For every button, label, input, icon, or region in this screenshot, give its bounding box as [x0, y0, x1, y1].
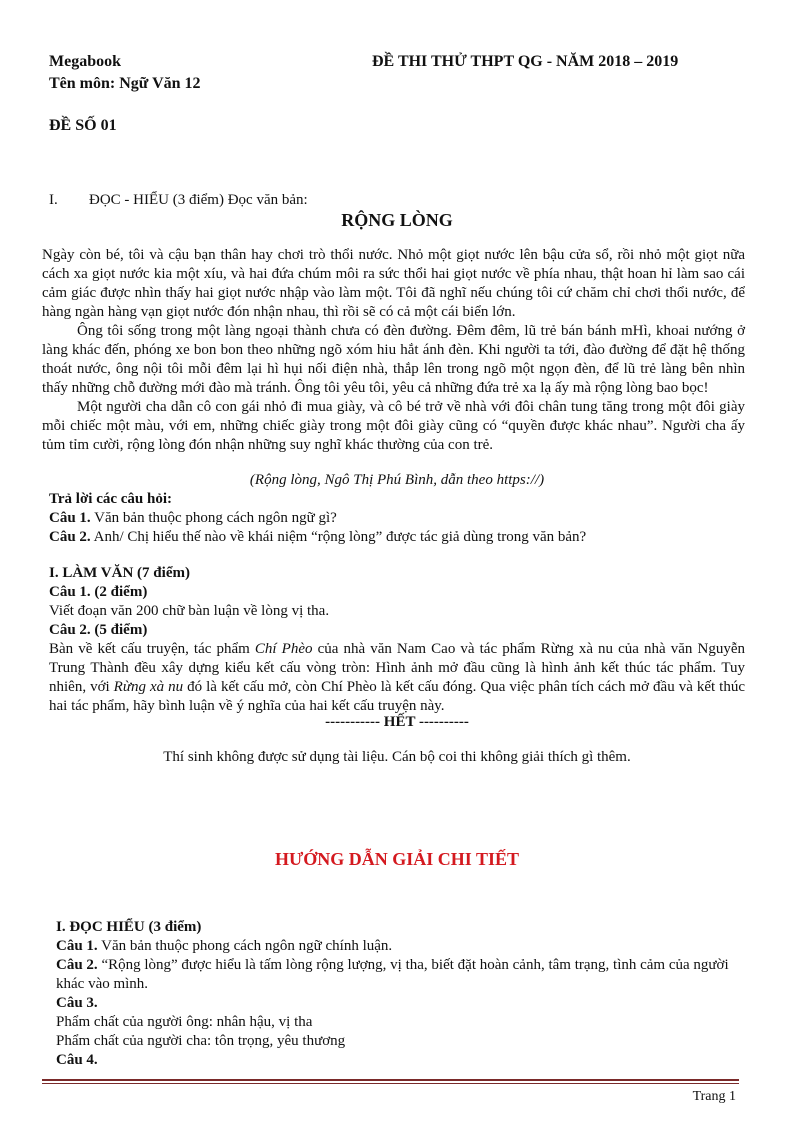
exam-title: ĐỀ THI THỬ THPT QG - NĂM 2018 – 2019 [372, 53, 679, 70]
guide-section-title: I. ĐỌC HIỂU (3 điểm) [56, 919, 202, 935]
answer-2-text: “Rộng lòng” được hiểu là tấm lòng rộng lượng, vị tha, biết đặt hoàn cảnh, tâm trạng, tình cảm của người khác vào mình. [56, 957, 729, 992]
question-2-label: Câu 2. [49, 529, 91, 545]
footer-rule-thin [42, 1083, 739, 1084]
writing-q2-part-b: của nhà văn Nam Cao và tác phẩm Rừng xà nu của nhà văn Nguyễn Trung Thành đều xây dựng kiểu kết cấu vòng tròn: Hình ảnh mở đầu cũng là hình ảnh kết thúc tác phẩm. Tuy nhiên, với [49, 641, 745, 695]
exam-notice: Thí sinh không được sử dụng tài liệu. Cán bộ coi thi không giải thích gì thêm. [163, 749, 631, 765]
work-title-chi-pheo: Chí Phèo [254, 641, 313, 657]
text-title: RỘNG LÒNG [341, 210, 453, 230]
writing-q2-part-c: đó là kết cấu mở, còn Chí Phèo là kết cấu đóng. Qua việc phân tích cách mở đầu và kết thúc hai tác phẩm, hãy bình luận về ý nghĩa của hai kết cấu truyện này. [49, 679, 745, 714]
passage-paragraph-2: Ông tôi sống trong một làng ngoại thành chưa có đèn đường. Đêm đêm, lũ trẻ bán bánh mHì, khoai nướng ở làng khác đến, phóng xe bon bon theo những ngõ xóm hiu hắt ánh đèn. Khi người ta tới, đào đường để đặt hệ thống thoát nước, ông nội tôi mỗi đêm lại hì hụi nối điện nhà, thắp lên trong ngõ một ngọn đèn, để lũ trẻ làng bên nhìn thấy những chỗ đường mới đào mà tránh. Ông tôi yêu tôi, yêu cả những đứa trẻ xa lạ ấy mà rộng lòng bao bọc! [42, 323, 745, 396]
writing-section [49, 564, 749, 716]
passage-citation: (Rộng lòng, Ngô Thị Phú Bình, dẫn theo https://) [249, 472, 545, 488]
answer-3-line-2: Phẩm chất của người cha: tôn trọng, yêu thương [56, 1033, 346, 1049]
writing-q2-text [49, 640, 745, 716]
publisher-name: Megabook [49, 53, 121, 70]
footer-rule-thick [42, 1079, 739, 1081]
guide-title: HƯỚNG DẪN GIẢI CHI TIẾT [274, 849, 520, 869]
end-marker: ----------- HẾT ---------- [325, 714, 469, 730]
writing-q2-part-a: Bàn về kết cấu truyện, tác phẩm [49, 641, 255, 657]
writing-q2-label: Câu 2. (5 điểm) [49, 622, 148, 638]
answer-1 [56, 937, 746, 956]
writing-section-title: I. LÀM VĂN (7 điểm) [49, 565, 190, 581]
reading-passage [42, 246, 745, 455]
page-number: Trang 1 [692, 1089, 736, 1104]
answer-1-text: Văn bản thuộc phong cách ngôn ngữ chính luận. [97, 938, 393, 954]
reading-section-number: I. [49, 192, 58, 208]
answer-4-label: Câu 4. [56, 1052, 98, 1068]
question-2 [49, 528, 749, 547]
question-2-text: Anh/ Chị hiểu thế nào về khái niệm “rộng lòng” được tác giả dùng trong văn bản? [90, 529, 587, 545]
answer-prompt: Trả lời các câu hỏi: [49, 491, 173, 507]
answer-2-label: Câu 2. [56, 957, 98, 973]
subject-line: Tên môn: Ngữ Văn 12 [49, 75, 201, 92]
answer-3-line-1: Phẩm chất của người ông: nhân hậu, vị tha [56, 1014, 313, 1030]
passage-paragraph-3: Một người cha dẫn cô con gái nhỏ đi mua giày, và cô bé trở về nhà với đôi chân tung tăng trong một đôi giày mỗi chiếc một màu, với em, những chiếc giày trong một đôi giày cũng có “quyền được khác nhau”. Người cha ấy tủm tỉm cười, rộng lòng đón nhận những suy nghĩ khác thường của con trẻ. [42, 399, 745, 453]
reading-section-title: ĐỌC - HIỂU (3 điểm) Đọc văn bản: [89, 192, 308, 208]
guide-content [56, 918, 746, 1070]
writing-q1-text: Viết đoạn văn 200 chữ bàn luận về lòng vị tha. [49, 603, 330, 619]
work-title-rung-xa-nu: Rừng xà nu [113, 679, 184, 695]
reading-questions [49, 490, 749, 547]
answer-2 [56, 956, 746, 994]
exam-number: ĐỀ SỐ 01 [49, 117, 117, 134]
question-1 [49, 509, 749, 528]
writing-q1-label: Câu 1. (2 điểm) [49, 584, 148, 600]
question-1-label: Câu 1. [49, 510, 91, 526]
passage-paragraph-1: Ngày còn bé, tôi và cậu bạn thân hay chơi trò thổi nước. Nhỏ một giọt nước lên bậu cửa sổ, rồi nhỏ một giọt nữa cách xa giọt nước kia một xíu, và hai đứa chúm môi ra sức thổi hai giọt nước về phía nhau, thật hoan hỉ làm sao cái cảm giác được nhìn thấy hai giọt nước nhập vào làm một. Tôi đã nghĩ nếu chúng tôi cứ chăm chỉ chơi thổi nước, để hàng ngàn hàng vạn giọt nước đón nhận nhau, thì rồi sẽ có cả một cái biển lớn. [42, 247, 745, 320]
question-1-text: Văn bản thuộc phong cách ngôn ngữ gì? [90, 510, 337, 526]
answer-3-label: Câu 3. [56, 995, 98, 1011]
answer-1-label: Câu 1. [56, 938, 98, 954]
